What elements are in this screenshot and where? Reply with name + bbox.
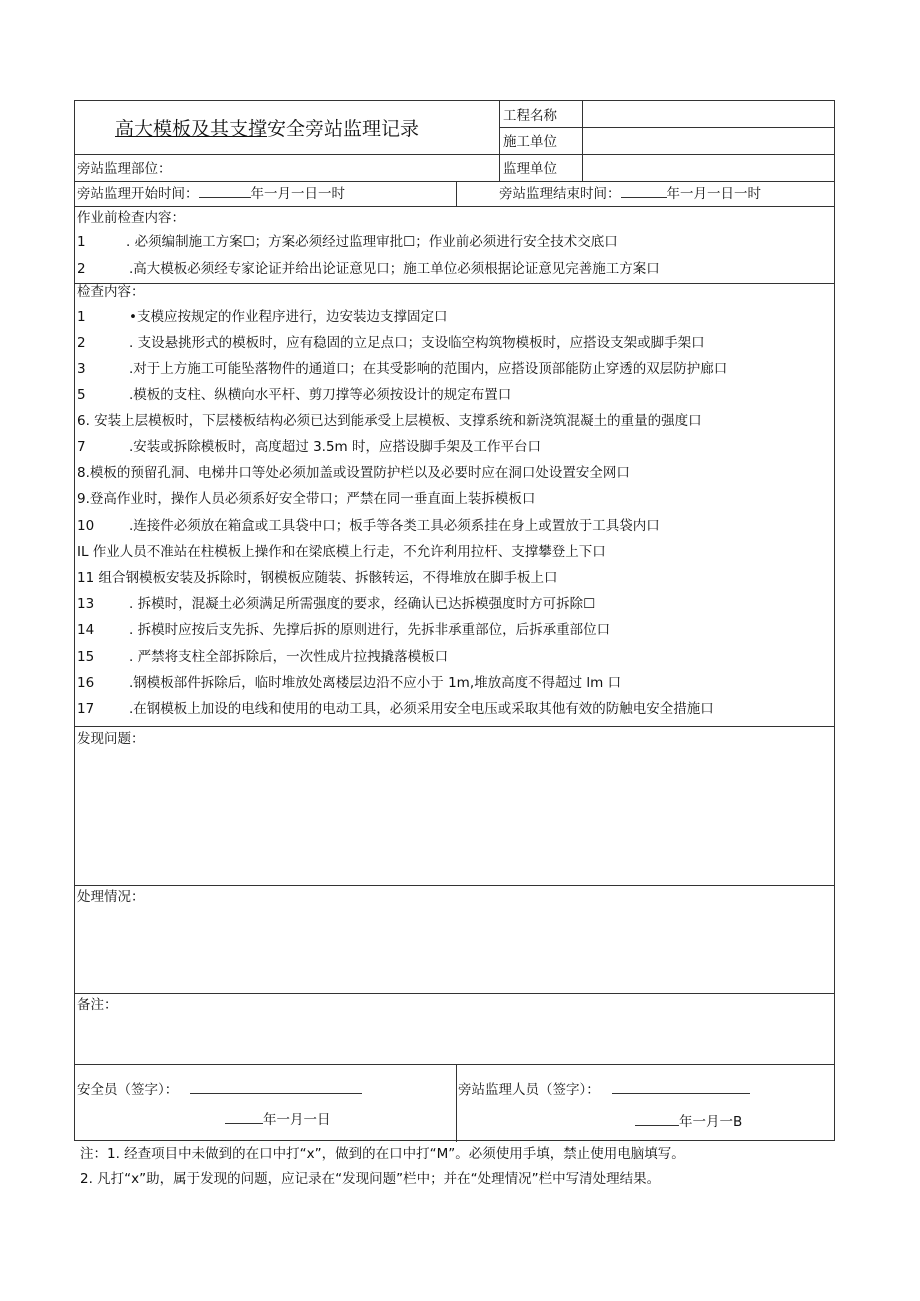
- rule: [456, 181, 457, 206]
- rule: [499, 127, 835, 128]
- end-time-field: 旁站监理结束时间： 年一月一日一时: [499, 186, 761, 202]
- construction-unit-label: 施工单位: [503, 134, 557, 150]
- start-time-field: 旁站监理开始时间： 年一月一日一时: [77, 186, 345, 202]
- rule: [75, 181, 835, 182]
- rule: [499, 101, 500, 181]
- supervisor-signature: 旁站监理人员（签字）：: [458, 1081, 750, 1099]
- rule: [75, 885, 835, 886]
- rule: [75, 283, 835, 284]
- rule: [75, 206, 835, 207]
- rule: [582, 101, 583, 181]
- rule: [75, 1064, 835, 1065]
- remarks-label: 备注：: [77, 997, 118, 1013]
- supervision-record-form: 高大模板及其支撑安全旁站监理记录 工程名称 施工单位 旁站监理部位： 监理单位 旁站监理开始时间： 年一月一日一时 旁站监理结束时间： 年一月一日一时 作业前检查内容： 1 . 必须编制施工方案☐；方案必须经过监理审批☐；作业前必须进行安全技术交底口 2 .高大模板必须经专家论证并给出论证意见口；施工单位必须根据论证意见完善施工方案口 检查内容： 1 •支模应按规定的作业程序进行，边安装边支撑固定口 2 . 支设悬挑形式的模板时，应有稳固的立足点口；支设临空构筑物模板时，应搭设支架或脚手架口 3 .对于上方施工可能坠落物件的通道口；在其受影响的范围内，应搭设顶部能防止穿透的双层防护廊口 5 .模板的支柱、纵横向水平杆、剪刀撑等必须按设计的规定布置口 6. 安装上层模板时，下层楼板结构必须已达到能承受上层模板、支撑系统和新浇筑混凝土的重量的强度口 7 .安装或拆除模板时，高度超过 3.5m 时，应搭设脚手架及工作平台口 8.模板的预留孔洞、电梯井口等处必须加盖或设置防护栏以及必要时应在洞口处设置安全网口 9.登高作业时，操作人员必须系好安全带口；严禁在同一垂直面上装拆模板口 10 .连接件必须放在箱盒或工具袋中口；板手等各类工具必须系挂在身上或置放于工具袋内口 IL 作业人员不准站在柱模板上操作和在梁底模上行走，不允许利用拉杆、支撑攀登上下口 11 组合钢模板安装及拆除时，钢模板应随装、拆骸转运，不得堆放在脚手板上口 13 . 拆模时，混凝土必须满足所需强度的要求，经确认已达拆模强度时方可拆除☐ 14 . 拆模时应按后支先拆、先撑后拆的原则进行，先拆非承重部位，后拆承重部位口 15 . 严禁将支柱全部拆除后，一次性成片拉拽撬落模板口 16 .钢模板部件拆除后，临时堆放处离楼层边沿不应小于 1m,堆放高度不得超过 lm 口 17 .在钢模板上加设的电线和使用的电动工具，必须采用安全电压或采取其他有效的防触电安全措施口 发现问题： 处理情况： 备注： 安全员（签字）： 年一月一日 旁站监理人员（签字）： 年一月一B: [74, 100, 835, 1141]
- safety-officer-date: 年一月一日: [225, 1111, 331, 1129]
- rule: [75, 726, 835, 727]
- note-2: 2. 凡打“x”助，属于发现的问题，应记录在“发现问题”栏中；并在“处理情况”栏中写清处理结果。: [80, 1171, 661, 1187]
- project-name-label: 工程名称: [503, 108, 557, 124]
- issues-label: 发现问题：: [77, 731, 145, 747]
- rule: [456, 1064, 457, 1142]
- note-1: 注：1. 经查项目中未做到的在口中打“x”，做到的在口中打“M”。必须使用手填，禁止使用电脑填写。: [80, 1146, 685, 1162]
- supervision-unit-label: 监理单位: [503, 161, 557, 177]
- site-label: 旁站监理部位：: [77, 161, 172, 177]
- rule: [75, 154, 835, 155]
- check-heading: 检查内容：: [77, 284, 145, 300]
- handling-label: 处理情况：: [77, 889, 145, 905]
- safety-officer-signature: 安全员（签字）：: [77, 1081, 362, 1099]
- form-title: 高大模板及其支撑安全旁站监理记录: [115, 118, 420, 140]
- rule: [75, 993, 835, 994]
- supervisor-date: 年一月一B: [635, 1113, 742, 1131]
- pre-check-heading: 作业前检查内容：: [77, 210, 185, 226]
